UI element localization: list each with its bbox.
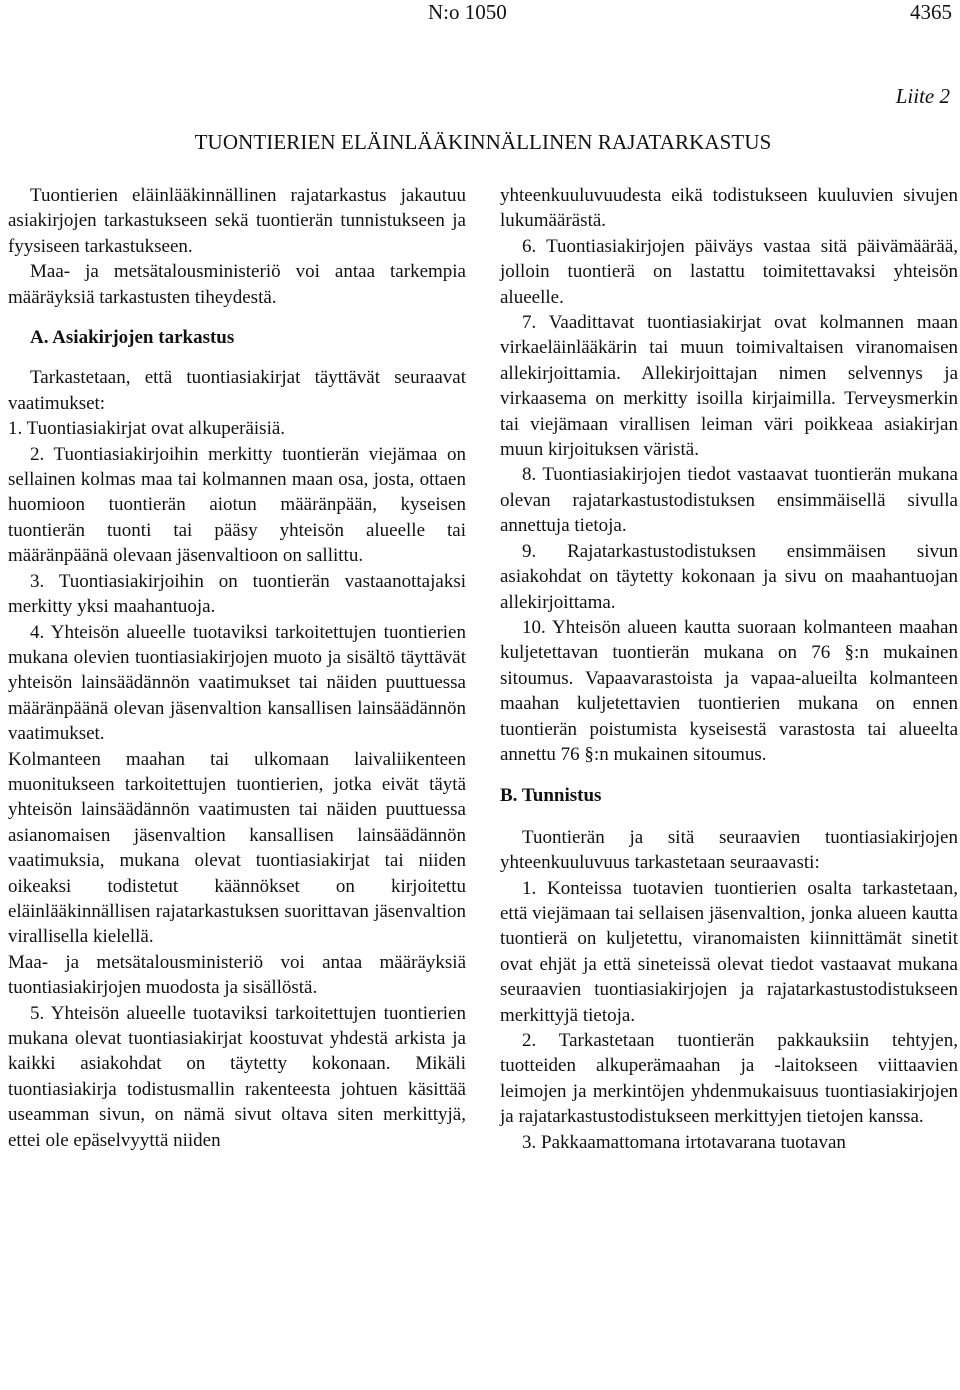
intro-paragraph: Maa- ja metsätalousministeriö voi antaa tarkempia määräyksiä tarkastusten tiheydestä. — [8, 261, 466, 308]
requirement-item: 5. Yhteisön alueelle tuotaviksi tarkoitettujen tuontierien mukana olevat tuontiasiakirjat koostuvat yhdestä arkista ja kaikki asiakohdat on täytetty kokonaan. Mikäli tuontiasiakirja todistusmallin rakenteesta johtuen käsittää useamman sivun, on nämä sivut oltava siten merkittyjä, ettei ole epäselvyyttä niiden — [8, 1002, 466, 1151]
page-header-number: N:o 1050 — [428, 0, 507, 24]
requirement-item: 2. Tuontiasiakirjoihin merkitty tuontierän viejämaa on sellainen kolmas maa tai kolmannen maan osa, josta, ottaen huomioon tuontierän aiotun määränpään, kyseisen tuontierän tuonti tai pääsy yhteisön alueelle tai määränpäänä olevaan jäsenvaltioon on sallittu. — [8, 443, 466, 567]
page-number: 4365 — [910, 0, 952, 24]
requirement-item: 3. Tuontiasiakirjoihin on tuontierän vastaanottajaksi merkitty yksi maahantuoja. — [8, 570, 466, 618]
identification-item: 2. Tarkastetaan tuontierän pakkauksiin tehtyjen, tuotteiden alkuperämaahan ja -laitokseen viittaavien leimojen ja merkintöjen yhdenmukaisuus tuontiasiakirjojen ja rajatarkastustodistukseen merkittyjen tietojen kanssa. — [500, 1030, 958, 1128]
left-column — [8, 183, 466, 1153]
body-paragraph: Tarkastetaan, että tuontiasiakirjat täyttävät seuraavat vaatimukset: — [8, 367, 466, 414]
body-paragraph: Maa- ja metsätalousministeriö voi antaa määräyksiä tuontiasiakirjojen muodosta ja sisällöstä. — [8, 951, 466, 999]
requirement-item: 4. Yhteisön alueelle tuotaviksi tarkoitettujen tuontierien mukana olevien tuontiasiakirjojen muoto ja sisältö täyttävät yhteisön lainsäädännön vaatimukset tai näiden puuttuessa määränpäänä olevan jäsenvaltion kansallisen lainsäädännön vaatimukset. — [8, 621, 466, 745]
body-paragraph: Kolmanteen maahan tai ulkomaan laivaliikenteen muonitukseen tarkoitettujen tuontierien, jotka eivät täytä yhteisön lainsäädännön vaatimusten tai näiden puuttuessa asianomaisen jäsenvaltion kansallisen lainsäädännön vaatimuksia, mukana olevat tuontiasiakirjat tai niiden oikeaksi todistetut käännökset on kirjoitettu eläinlääkinnällisen rajatarkastuksen suorittavan jäsenvaltion virallisella kielellä. — [8, 748, 466, 948]
continued-paragraph: yhteenkuuluvuudesta eikä todistukseen kuuluvien sivujen lukumäärästä. — [500, 185, 958, 232]
requirement-item: 9. Rajatarkastustodistuksen ensimmäisen sivun asiakohdat on täytetty kokonaan ja sivu on maahantuojan allekirjoittama. — [500, 540, 958, 613]
requirement-item: 10. Yhteisön alueen kautta suoraan kolmanteen maahan kuljetettavan tuontierän mukana on 76 §:n mukainen sitoumus. Vapaavarastoista ja vapaa-alueilta kolmanteen maahan kuljetettavien tuontierien mukana on ennen tuontierän poistumista kyseisestä varastosta tai alueelta annettu 76 §:n mukainen sitoumus. — [500, 616, 958, 765]
section-heading-a: A. Asiakirjojen tarkastus — [30, 327, 235, 349]
right-column — [500, 183, 958, 1155]
section-heading-b: B. Tunnistus — [500, 785, 602, 807]
appendix-label: Liite 2 — [895, 84, 950, 108]
intro-paragraph: Tuontierien eläinlääkinnällinen rajatarkastus jakautuu asiakirjojen tarkastukseen sekä tuontierän tunnistukseen ja fyysiseen tarkastukseen. — [8, 185, 466, 257]
body-paragraph: Tuontierän ja sitä seuraavien tuontiasiakirjojen yhteenkuuluvuus tarkastetaan seuraavasti: — [500, 826, 958, 874]
requirement-item: 1. Tuontiasiakirjat ovat alkuperäisiä. — [8, 418, 286, 440]
requirement-item: 6. Tuontiasiakirjojen päiväys vastaa sitä päivämäärää, jolloin tuontierä on lastattu toimitettavaksi yhteisön alueelle. — [500, 235, 958, 308]
requirement-item: 8. Tuontiasiakirjojen tiedot vastaavat tuontierän mukana olevan rajatarkastustodistuksen ensimmäisellä sivulla annettuja tietoja. — [500, 464, 958, 537]
identification-item: 3. Pakkaamattomana irtotavarana tuotavan — [522, 1131, 846, 1153]
requirement-item: 7. Vaadittavat tuontiasiakirjat ovat kolmannen maan virkaeläinlääkärin tai muun toimivaltaisen viranomaisen allekirjoittamia. Allekirjoittajan nimen selvennys ja virkaasema on merkitty isoilla kirjaimilla. Terveysmerkin tai viejämaan virallisen leiman väri poikkeaa asiakirjan muun kirjoituksen väristä. — [500, 312, 958, 461]
identification-item: 1. Konteissa tuotavien tuontierien osalta tarkastetaan, että viejämaan tai sellaisen jäsenvaltion, jonka alueen kautta tuontierä on kuljetettu, viranomaisten kiinnittämät sinetit ovat ehjät ja että sineteissä olevat tiedot vastaavat mukana seuraavien tuontiasiakirjojen ja rajatarkastustodistukseen merkittyjä tietoja. — [500, 877, 958, 1026]
document-title: TUONTIERIEN ELÄINLÄÄKINNÄLLINEN RAJATARKASTUS — [194, 130, 772, 154]
